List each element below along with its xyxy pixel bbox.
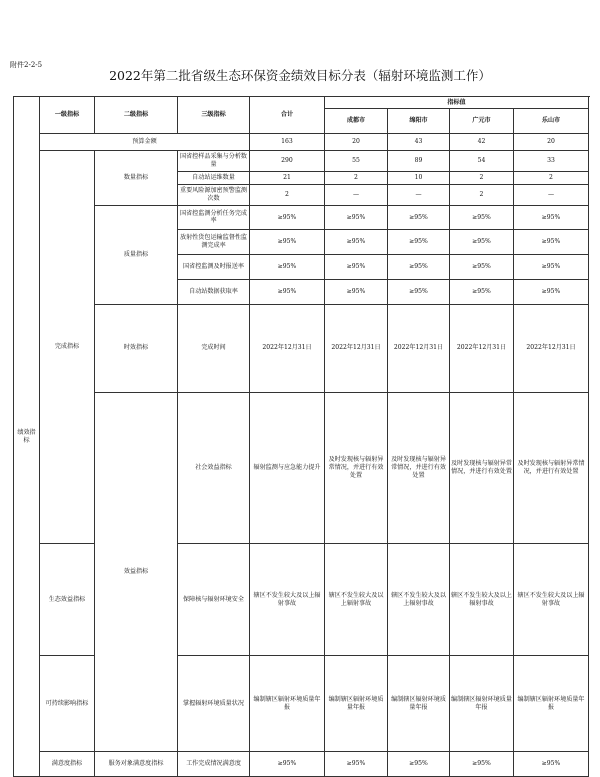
indicator-label: 完成时间	[178, 304, 250, 392]
cell-value: ≥95%	[514, 205, 589, 230]
cell-value: ≥95%	[325, 255, 388, 280]
cell-value: ≥95%	[450, 255, 514, 280]
cell-value: ≥95%	[450, 230, 514, 255]
cell-value: 及时发现核与辐射异常情况，并进行有效处置	[514, 392, 589, 544]
cell-value: 2	[450, 171, 514, 184]
header-level1: 一级指标	[40, 97, 95, 134]
row-budget	[14, 133, 589, 150]
cell-value: 2022年12月31日	[325, 304, 388, 392]
cell-value: 及时发现核与辐射异常情况，并进行有效处置	[450, 392, 514, 544]
cell-value: ≥95%	[450, 279, 514, 304]
cell-value: 2	[450, 184, 514, 205]
indicator-label: 辐射监测与应急能力提升	[250, 392, 325, 544]
row-qa-task	[14, 205, 589, 230]
cell-value: ≥95%	[325, 205, 388, 230]
cell-value: ≥95%	[514, 279, 589, 304]
l2-quality: 质量指标	[95, 205, 178, 304]
l2-social: 社会效益指标	[178, 392, 250, 544]
cell-value: 编制辖区辐射环境质量年报	[325, 656, 388, 752]
performance-target-table	[13, 96, 589, 777]
cell-value: —	[388, 184, 450, 205]
cell-value: 2022年12月31日	[388, 304, 450, 392]
cell-value: 89	[388, 150, 450, 171]
cell-total: 2	[250, 184, 325, 205]
cell-value: 33	[514, 150, 589, 171]
header-city: 绵阳市	[388, 109, 450, 134]
header-city: 乐山市	[514, 109, 589, 134]
indicator-label: 国省控监测及时报送率	[178, 255, 250, 280]
cell-total: 163	[250, 133, 325, 150]
l1-satisfaction: 满意度指标	[40, 752, 95, 777]
cell-total: ≥95%	[250, 752, 325, 777]
cell-value: ≥95%	[388, 255, 450, 280]
cell-value: 辖区不发生较大及以上辐射事故	[388, 544, 450, 656]
l1-performance: 绩效指标	[14, 97, 40, 777]
cell-value: 2022年12月31日	[514, 304, 589, 392]
cell-value: ≥95%	[325, 230, 388, 255]
cell-value: 2	[325, 171, 388, 184]
row-satisfaction	[14, 752, 589, 777]
indicator-label: 工作完成情况满意度	[178, 752, 250, 777]
cell-value: 43	[388, 133, 450, 150]
cell-value: 42	[450, 133, 514, 150]
cell-value: ≥95%	[450, 752, 514, 777]
l2-service: 服务对象满意度指标	[95, 752, 178, 777]
cell-total: 编制辖区辐射环境质量年报	[250, 656, 325, 752]
cell-value: 及时发现核与辐射异常情况，并进行有效处置	[388, 392, 450, 544]
cell-value: 10	[388, 171, 450, 184]
budget-label: 预算金额	[40, 133, 250, 150]
cell-value: ≥95%	[388, 279, 450, 304]
page-title: 2022年第二批省级生态环保资金绩效目标分表（辐射环境监测工作）	[109, 68, 491, 83]
cell-value: 20	[514, 133, 589, 150]
cell-value: ≥95%	[514, 255, 589, 280]
indicator-label: 掌握辐射环境质量状况	[178, 656, 250, 752]
indicator-label: 保障核与辐射环境安全	[178, 544, 250, 656]
cell-value: ≥95%	[388, 752, 450, 777]
cell-value: 2	[514, 171, 589, 184]
cell-total: ≥95%	[250, 205, 325, 230]
indicator-label: 重要风险源加密预警监测次数	[178, 184, 250, 205]
cell-value: ≥95%	[388, 230, 450, 255]
cell-total: ≥95%	[250, 255, 325, 280]
row-time	[14, 304, 589, 392]
header-indicator-value: 指标值	[325, 97, 589, 109]
cell-value: ≥95%	[325, 752, 388, 777]
cell-value: 55	[325, 150, 388, 171]
cell-total: 290	[250, 150, 325, 171]
cell-total: 及时发现核与辐射异常情况，并进行有效处置	[325, 392, 388, 544]
cell-value: ≥95%	[450, 205, 514, 230]
cell-total: ≥95%	[250, 279, 325, 304]
cell-value: 编制辖区辐射环境质量年报	[388, 656, 450, 752]
indicator-label: 国省控监测分析任务完成率	[178, 205, 250, 230]
indicator-label: 国省控样品采集与分析数量	[178, 150, 250, 171]
cell-value: 辖区不发生较大及以上辐射事故	[325, 544, 388, 656]
cell-total: ≥95%	[250, 230, 325, 255]
header-total: 合计	[250, 97, 325, 134]
cell-value: 54	[450, 150, 514, 171]
indicator-label: 放射性货包运输监督性监测完成率	[178, 230, 250, 255]
cell-value: —	[514, 184, 589, 205]
cell-total: 21	[250, 171, 325, 184]
cell-value: 辖区不发生较大及以上辐射事故	[450, 544, 514, 656]
cell-value: ≥95%	[514, 230, 589, 255]
cell-value: 编制辖区辐射环境质量年报	[450, 656, 514, 752]
l2-time: 时效指标	[95, 304, 178, 392]
cell-value: ≥95%	[388, 205, 450, 230]
row-social	[14, 392, 589, 544]
indicator-label: 自动站数据获取率	[178, 279, 250, 304]
cell-value: 20	[325, 133, 388, 150]
l2-sustainable: 可持续影响指标	[40, 656, 95, 752]
indicator-label: 自动站运维数量	[178, 171, 250, 184]
cell-value: 2022年12月31日	[450, 304, 514, 392]
cell-total: 2022年12月31日	[250, 304, 325, 392]
cell-value: ≥95%	[325, 279, 388, 304]
l2-quantity: 数量指标	[95, 150, 178, 205]
l1-benefit: 效益指标	[95, 392, 178, 751]
header-level3: 三级指标	[178, 97, 250, 134]
cell-value: —	[325, 184, 388, 205]
l2-ecological: 生态效益指标	[40, 544, 95, 656]
cell-total: 辖区不发生较大及以上辐射事故	[250, 544, 325, 656]
header-level2: 二级指标	[95, 97, 178, 134]
row-q-sampling	[14, 150, 589, 171]
header-city: 广元市	[450, 109, 514, 134]
cell-value: ≥95%	[514, 752, 589, 777]
cell-value: 辖区不发生较大及以上辐射事故	[514, 544, 589, 656]
header-city: 成都市	[325, 109, 388, 134]
cell-value: 编制辖区辐射环境质量年报	[514, 656, 589, 752]
l1-completion: 完成指标	[40, 150, 95, 544]
attachment-label: 附件2-2-5	[10, 61, 43, 69]
